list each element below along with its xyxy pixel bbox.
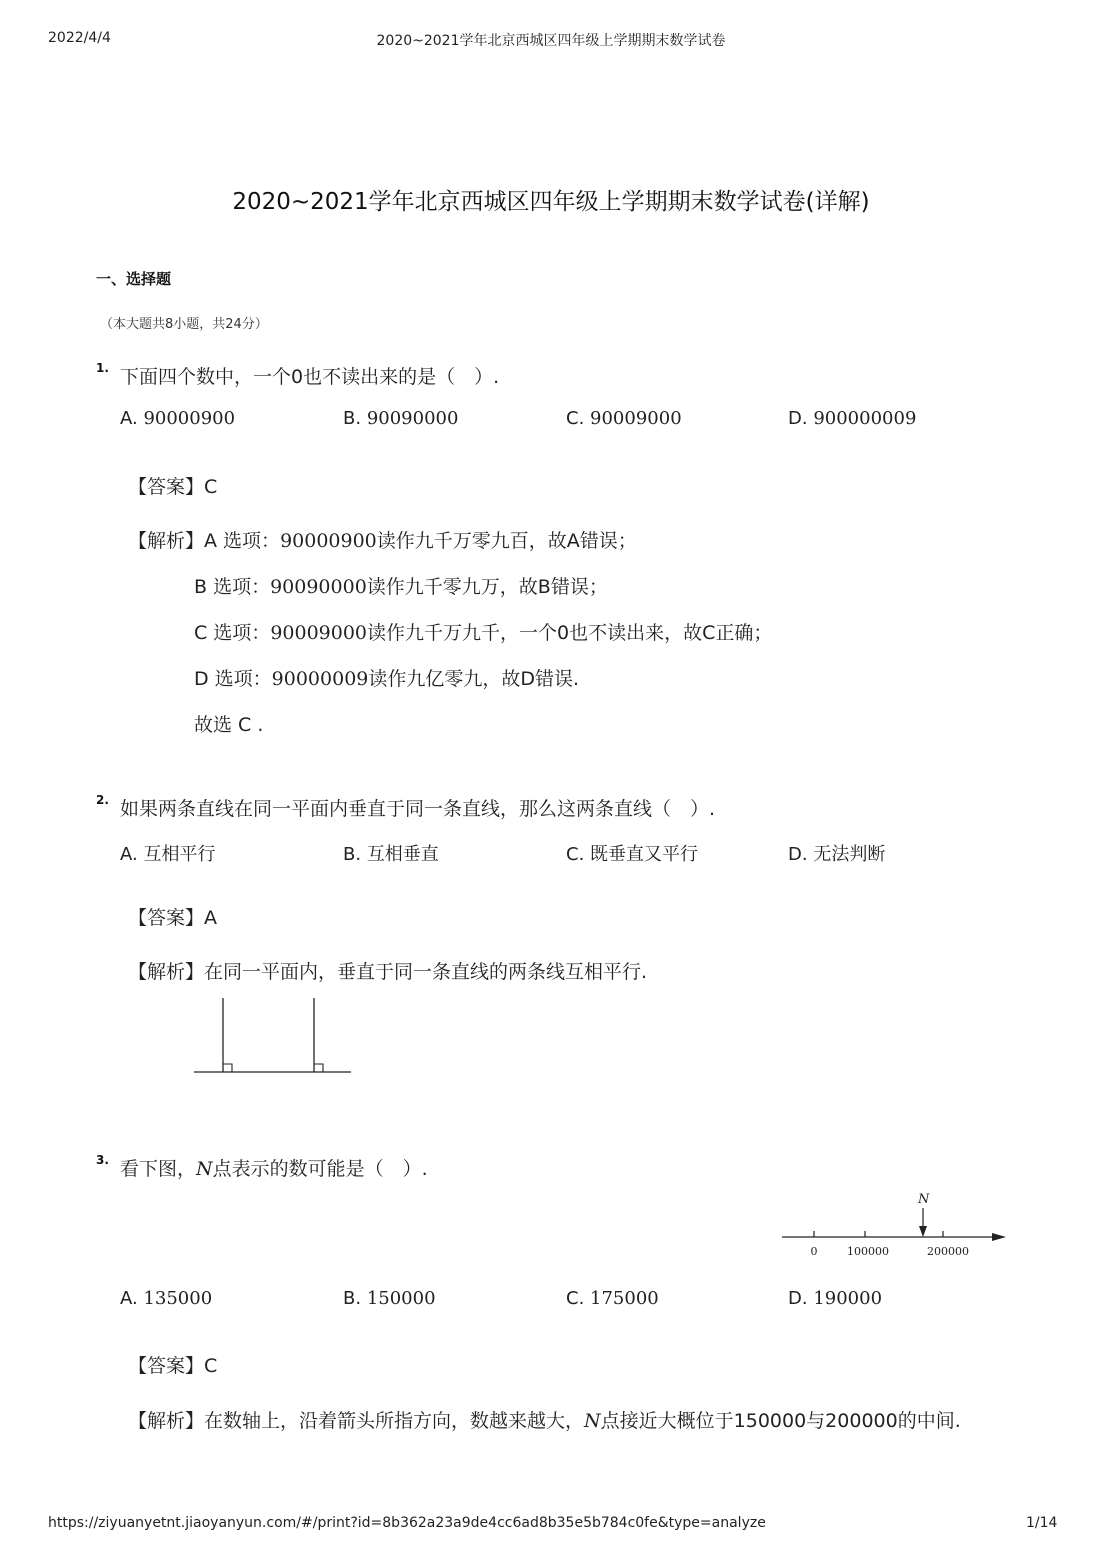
question-stem: 如果两条直线在同一平面内垂直于同一条直线，那么这两条直线（ ）.: [120, 798, 716, 820]
option-c: C. 既垂直又平行: [566, 844, 699, 865]
analysis-line: D 选项：90000009读作九亿零九，故D错误.: [194, 668, 580, 690]
question-number: 1.: [96, 361, 109, 375]
option-d: D. 无法判断: [788, 844, 886, 865]
analysis-line: 【解析】A 选项：90000900读作九千万零九百，故A错误；: [128, 530, 637, 552]
answer: 【答案】C: [128, 476, 218, 498]
option-a: A. 135000: [120, 1288, 213, 1309]
answer: 【答案】A: [128, 907, 218, 929]
analysis-line: 【解析】在数轴上，沿着箭头所指方向，数越来越大，N点接近大概位于150000与200000的中间.: [128, 1410, 961, 1432]
option-c: C. 175000: [566, 1288, 659, 1309]
option-d: D. 190000: [788, 1288, 883, 1309]
option-c: C. 90009000: [566, 408, 682, 429]
axis-arrowhead: [992, 1233, 1006, 1241]
section-heading: 一、选择题: [96, 270, 172, 288]
analysis-line: 【解析】在同一平面内，垂直于同一条直线的两条线互相平行.: [128, 961, 648, 983]
analysis-line: C 选项：90009000读作九千万九千，一个0也不读出来，故C正确；: [194, 622, 773, 644]
option-a: A. 90000900: [120, 408, 236, 429]
question-stem: 看下图，N点表示的数可能是（ ）.: [120, 1158, 428, 1180]
footer-url: https://ziyuanyetnt.jiaoyanyun.com/#/print?id=8b362a23a9de4cc6ad8b35e5b784c0fe&type=analyze: [48, 1515, 766, 1531]
tick-label: 200000: [927, 1245, 969, 1258]
tick-label: 0: [810, 1245, 818, 1258]
right-angle-mark: [223, 1064, 232, 1072]
page-number: 1/14: [1026, 1515, 1058, 1531]
number-line-figure: [778, 1186, 1012, 1262]
option-b: B. 90090000: [343, 408, 459, 429]
analysis-conclusion: 故选 C .: [194, 714, 264, 736]
page-title: 2020~2021学年北京西城区四年级上学期期末数学试卷(详解): [232, 189, 870, 215]
analysis-line: B 选项：90090000读作九千零九万，故B错误；: [194, 576, 608, 598]
option-d: D. 900000009: [788, 408, 917, 429]
option-b: B. 150000: [343, 1288, 436, 1309]
question-stem: 下面四个数中，一个0也不读出来的是（ ）.: [120, 366, 500, 388]
question-number: 3.: [96, 1153, 109, 1167]
answer: 【答案】C: [128, 1355, 218, 1377]
print-date: 2022/4/4: [48, 30, 111, 46]
point-label: N: [918, 1192, 930, 1207]
parallel-lines-figure: [190, 994, 360, 1078]
tick-label: 100000: [847, 1245, 889, 1258]
question-number: 2.: [96, 793, 109, 807]
option-a: A. 互相平行: [120, 844, 216, 865]
print-doc-title: 2020~2021学年北京西城区四年级上学期期末数学试卷: [376, 33, 726, 49]
right-angle-mark: [314, 1064, 323, 1072]
point-arrowhead: [919, 1226, 927, 1237]
option-b: B. 互相垂直: [343, 844, 439, 865]
section-note: （本大题共8小题，共24分）: [100, 317, 268, 332]
